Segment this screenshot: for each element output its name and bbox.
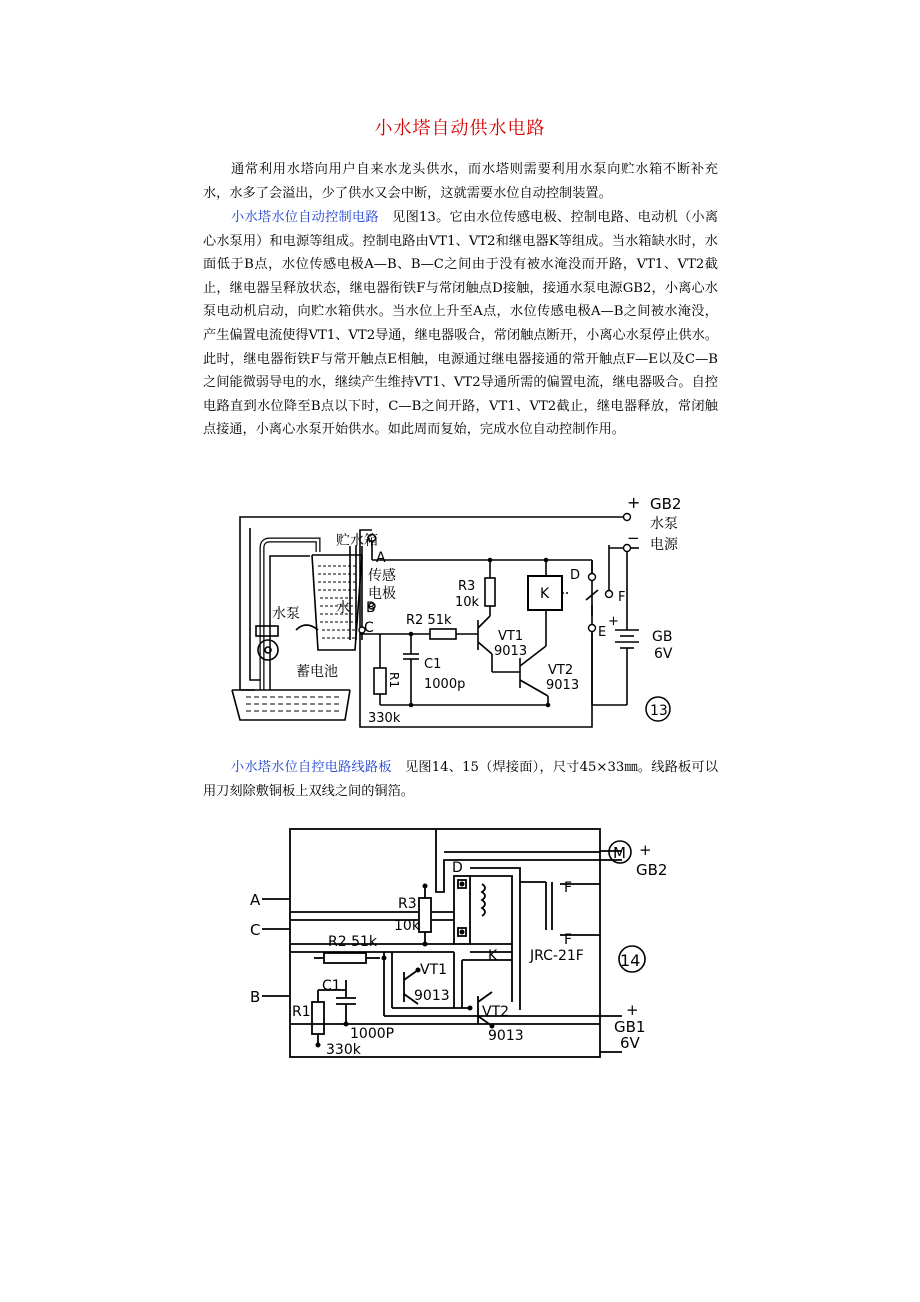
fig13-electrode-a: A bbox=[376, 550, 386, 566]
fig13-gb-plus: + bbox=[608, 614, 619, 629]
fig14-terminal-a: A bbox=[250, 891, 261, 909]
fig14-contact-f-bottom: F bbox=[564, 932, 573, 948]
fig13-tank-label: 贮水箱 bbox=[336, 533, 378, 549]
fig13-vt1-value: 9013 bbox=[494, 644, 528, 659]
page-title: 小水塔自动供水电路 bbox=[374, 118, 546, 139]
fig14-gb1-plus: + bbox=[626, 1001, 639, 1019]
fig13-pump-power-label: 水泵 bbox=[650, 516, 678, 532]
fig14-gb2-label: GB2 bbox=[636, 861, 668, 879]
fig13-r3-value: 10k bbox=[455, 595, 480, 610]
fig13-vt2-label: VT2 bbox=[548, 663, 574, 678]
fig13-gb-label: GB bbox=[652, 629, 673, 645]
fig14-vt1-value: 9013 bbox=[414, 988, 450, 1004]
fig14-vt1-label: VT1 bbox=[420, 962, 448, 978]
fig14-relay-model: JRC-21F bbox=[530, 948, 584, 964]
fig14-relay-k: K bbox=[488, 948, 498, 964]
fig13-relay-k: K bbox=[540, 586, 550, 602]
fig13-water-label: 水 bbox=[336, 600, 350, 616]
fig13-pump-label: 水泵 bbox=[272, 606, 300, 622]
fig14-number: 14 bbox=[620, 951, 641, 970]
fig13-sensor-label-2: 电极 bbox=[368, 586, 396, 602]
fig13-gb2-plus: + bbox=[627, 493, 641, 512]
fig13-gb2-label: GB2 bbox=[650, 495, 682, 513]
fig13-c1-value: 1000p bbox=[424, 677, 466, 692]
fig13-vt2-value: 9013 bbox=[546, 678, 580, 693]
fig13-contact-e: E bbox=[598, 625, 607, 640]
fig13-electrode-c: C bbox=[364, 620, 374, 636]
fig13-c1-label: C1 bbox=[424, 657, 442, 672]
fig13-electrode-b: B bbox=[366, 600, 376, 616]
fig13-contact-d: D bbox=[570, 568, 581, 583]
fig14-vt2-label: VT2 bbox=[482, 1004, 510, 1020]
fig13-sensor-label-1: 传感 bbox=[368, 568, 396, 584]
fig13-r2-label: R2 51k bbox=[406, 613, 452, 628]
fig14-gb1-value: 6V bbox=[620, 1034, 640, 1052]
fig13-number: 13 bbox=[650, 703, 668, 719]
fig13-contact-f: F bbox=[618, 590, 626, 605]
section-heading-control-circuit: 小水塔水位自动控制电路 bbox=[231, 210, 379, 225]
fig14-r2-label: R2 51k bbox=[328, 934, 378, 950]
fig13-battery-label: 蓄电池 bbox=[296, 664, 338, 680]
fig14-gb1-label: GB1 bbox=[614, 1018, 646, 1036]
section-heading-circuit-board: 小水塔水位自控电路线路板 bbox=[231, 760, 392, 775]
section-body-control-circuit: 见图13。它由水位传感电极、控制电路、电动机（小离心水泵用）和电源等组成。控制电路由VT1、VT2和继电器K等组成。当水箱缺水时，水面低于B点，水位传感电极A—B、B—C之间由于没有被水淹没而开路，VT1、VT2截止，继电器呈释放状态，继电器衔铁F与常闭触点D接触，接通水泵电源GB2，小离心水泵电动机启动，向贮水箱供水。当水位上升至A点，水位传感电极A—B之间被水淹没，产生偏置电流使得VT1、VT2导通，继电器吸合，常闭触点断开，小离心水泵停止供水。此时，继电器衔铁F与常开触点E相触，电源通过继电器接通的常开触点F—E以及C—B之间能微弱导电的水，继续产生维持VT1、VT2导通所需的偏置电流，继电器吸合。自控电路直到水位降至B点以下时，C—B之间开路，VT1、VT2截止，继电器释放，常闭触点接通，小离心水泵开始供水。如此周而复始，完成水位自动控制作用。 bbox=[203, 210, 719, 438]
fig14-r1-value: 330k bbox=[326, 1042, 361, 1058]
fig14-c1-value: 1000P bbox=[350, 1026, 395, 1042]
fig14-terminal-b: B bbox=[250, 988, 261, 1006]
fig13-gb2-minus: − bbox=[627, 529, 640, 547]
intro-text: 通常利用水塔向用户自来水龙头供水，而水塔则需要利用水泵向贮水箱不断补充水，水多了会溢出，少了供水又会中断，这就需要水位自动控制装置。 bbox=[203, 162, 718, 201]
fig14-c1-label: C1 bbox=[322, 978, 341, 994]
fig14-r1-label: R1 bbox=[292, 1004, 311, 1020]
fig13-r1-label: R1 bbox=[387, 672, 401, 688]
fig13-power-label: 电源 bbox=[650, 537, 678, 553]
fig14-motor-plus: + bbox=[639, 841, 652, 859]
fig14-terminal-c: C bbox=[250, 921, 261, 939]
fig14-r3-value: 10k bbox=[394, 918, 420, 934]
fig13-r3-label: R3 bbox=[458, 579, 476, 594]
fig14-contact-d: D bbox=[452, 860, 463, 876]
fig14-motor: M bbox=[613, 844, 626, 862]
fig14-contact-f-top: F bbox=[564, 880, 573, 896]
fig14-vt2-value: 9013 bbox=[488, 1028, 524, 1044]
fig13-vt1-label: VT1 bbox=[498, 629, 524, 644]
section-body-circuit-board: 见图14、15（焊接面），尺寸45×33㎜。线路板可以用刀刻除敷铜板上双线之间的铜箔。 bbox=[203, 760, 719, 799]
fig13-r1-value: 330k bbox=[368, 711, 401, 726]
fig14-r3-label: R3 bbox=[398, 896, 417, 912]
fig13-gb-value: 6V bbox=[654, 646, 673, 662]
